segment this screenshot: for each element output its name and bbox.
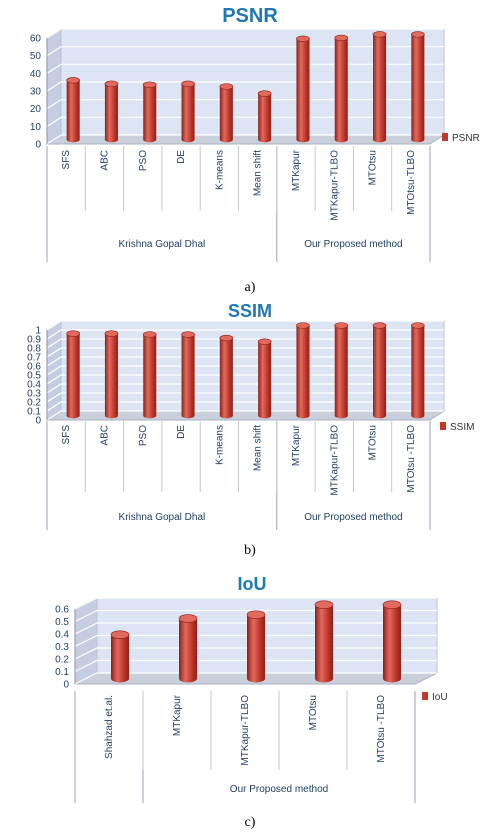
iou-chart	[55, 574, 447, 830]
category-label: MTKapur	[290, 425, 302, 467]
group-label: Our Proposed method	[229, 784, 329, 795]
bar	[373, 323, 386, 419]
ssim-chart	[27, 301, 474, 558]
bar	[315, 601, 333, 683]
chart-title: SSIM	[227, 301, 273, 321]
y-tick-label: 0.2	[27, 397, 41, 409]
y-tick-label: 0.2	[55, 654, 69, 666]
bar	[182, 332, 195, 419]
bar-top	[182, 81, 195, 87]
y-tick-label: 0.8	[27, 343, 41, 355]
y-tick-label: 20	[29, 104, 41, 116]
psnr-chart	[30, 5, 480, 295]
y-tick-label: 10	[29, 121, 41, 133]
bar-top	[383, 601, 401, 609]
bar-body	[296, 39, 309, 143]
category-label: MTOtsu -TLBO	[376, 695, 387, 763]
bar	[105, 81, 118, 142]
category-label: MTKapur-TLBO	[240, 695, 251, 766]
category-label: PSO	[137, 150, 149, 172]
bar-top	[296, 36, 309, 42]
y-tick-label: 0.9	[27, 334, 41, 346]
bar-top	[220, 335, 233, 341]
y-tick-label: 0.6	[55, 604, 69, 616]
category-label: MTKapur-TLBO	[329, 150, 341, 221]
bar-body	[111, 635, 129, 683]
bar-body	[220, 87, 233, 143]
bar-top	[335, 35, 348, 41]
bar-top	[179, 615, 197, 623]
category-label: K-means	[214, 150, 226, 191]
bar-top	[220, 84, 233, 90]
bar-top	[67, 77, 80, 83]
bar-top	[111, 631, 129, 639]
bar-top	[247, 611, 265, 619]
bar-top	[411, 323, 424, 329]
category-label: MTOtsu-TLBO	[405, 150, 417, 215]
y-tick-label: 1	[35, 325, 41, 337]
category-label: PSO	[137, 425, 149, 447]
category-label: Shahzad et.al.	[104, 695, 115, 759]
chart-title: IoU	[237, 574, 267, 594]
y-tick-label: 0.4	[55, 629, 69, 641]
bar-body	[182, 335, 195, 419]
bar	[247, 611, 265, 683]
bar-top	[105, 81, 118, 87]
bar	[383, 601, 401, 683]
bar-body	[179, 619, 197, 683]
y-tick-label: 0.6	[27, 361, 41, 373]
bar	[335, 35, 348, 142]
bar	[335, 323, 348, 419]
bar	[220, 84, 233, 143]
y-tick-label: 0.7	[27, 352, 41, 364]
category-label: SFS	[61, 150, 73, 170]
category-label: ABC	[99, 150, 111, 171]
bar-top	[143, 82, 156, 88]
bar-top	[258, 91, 271, 97]
bar	[179, 615, 197, 683]
chart-caption: a)	[244, 280, 256, 295]
bar-top	[105, 331, 118, 337]
y-tick-label: 30	[29, 86, 41, 98]
bar	[143, 82, 156, 142]
category-label: DE	[176, 150, 188, 164]
y-tick-label: 0	[35, 415, 41, 427]
bar-body	[315, 605, 333, 683]
bar	[373, 32, 386, 143]
group-label: Krishna Gopal Dhal	[118, 239, 206, 250]
bar-body	[105, 84, 118, 143]
bar-body	[105, 334, 118, 419]
category-label: MTOtsu	[367, 425, 379, 461]
bar-top	[258, 339, 271, 345]
bar-top	[315, 601, 333, 609]
y-tick-label: 0	[63, 679, 69, 691]
bar	[411, 32, 424, 143]
bar-body	[411, 34, 424, 142]
bar-top	[373, 32, 386, 38]
bar	[111, 631, 129, 683]
bar-body	[258, 342, 271, 419]
bar-body	[335, 326, 348, 419]
y-tick-label: 0.5	[27, 370, 41, 382]
category-label: Mean shift	[252, 150, 264, 197]
category-label: DE	[176, 425, 188, 439]
bar	[182, 81, 195, 142]
category-label: MTOtsu	[308, 695, 319, 731]
category-label: ABC	[99, 425, 111, 446]
y-tick-label: 0	[35, 139, 41, 151]
bar	[258, 91, 271, 143]
bar-body	[411, 326, 424, 419]
bar-body	[335, 38, 348, 142]
bar-top	[335, 323, 348, 329]
bar	[67, 331, 80, 419]
bar-body	[373, 326, 386, 419]
bar	[220, 335, 233, 418]
legend-swatch	[442, 133, 448, 141]
bar	[143, 332, 156, 419]
bar-body	[67, 80, 80, 142]
chart-caption: b)	[244, 543, 256, 558]
chart-title: PSNR	[222, 5, 278, 27]
bar-top	[143, 332, 156, 338]
legend-label: PSNR	[452, 133, 480, 144]
bar-body	[296, 326, 309, 419]
y-tick-label: 40	[29, 68, 41, 80]
category-label: MTKapur	[290, 150, 302, 192]
category-label: Mean shift	[252, 425, 264, 472]
y-tick-label: 0.3	[55, 642, 69, 653]
y-tick-label: 60	[29, 33, 41, 45]
bar-body	[373, 34, 386, 142]
category-label: K-means	[214, 425, 226, 466]
bar-body	[258, 94, 271, 143]
legend-label: SSIM	[450, 422, 475, 433]
y-tick-label: 0.5	[55, 617, 69, 628]
bar	[258, 339, 271, 419]
y-tick-label: 0.1	[27, 406, 41, 418]
bar-body	[220, 338, 233, 418]
bar-top	[67, 331, 80, 337]
bar	[296, 36, 309, 142]
bar	[105, 331, 118, 419]
bar-body	[247, 615, 265, 683]
y-tick-label: 50	[29, 51, 41, 63]
legend-swatch	[422, 692, 428, 700]
category-label: MTOtsu	[367, 150, 379, 186]
bar	[411, 323, 424, 419]
group-label: Our Proposed method	[304, 512, 403, 523]
bar	[296, 323, 309, 419]
category-label: MTOtsu -TLBO	[405, 425, 417, 493]
bar-top	[411, 32, 424, 38]
bar	[67, 77, 80, 142]
bar-body	[383, 605, 401, 683]
bar-top	[296, 323, 309, 329]
group-label: Krishna Gopal Dhal	[118, 512, 206, 523]
bar-body	[182, 84, 195, 143]
bar-body	[67, 334, 80, 419]
legend-label: IoU	[432, 692, 448, 703]
bar-body	[143, 85, 156, 143]
bar-top	[373, 323, 386, 329]
y-tick-label: 0.1	[55, 667, 69, 678]
legend-swatch	[440, 422, 446, 430]
chart-caption: c)	[244, 815, 256, 830]
bar-top	[182, 332, 195, 338]
bar-body	[143, 335, 156, 419]
category-label: MTKapur	[172, 695, 183, 737]
y-tick-label: 0.4	[27, 379, 41, 391]
category-label: SFS	[61, 425, 73, 445]
category-label: MTKapur-TLBO	[329, 425, 341, 496]
group-label: Our Proposed method	[304, 239, 403, 250]
y-tick-label: 0.3	[27, 388, 41, 400]
